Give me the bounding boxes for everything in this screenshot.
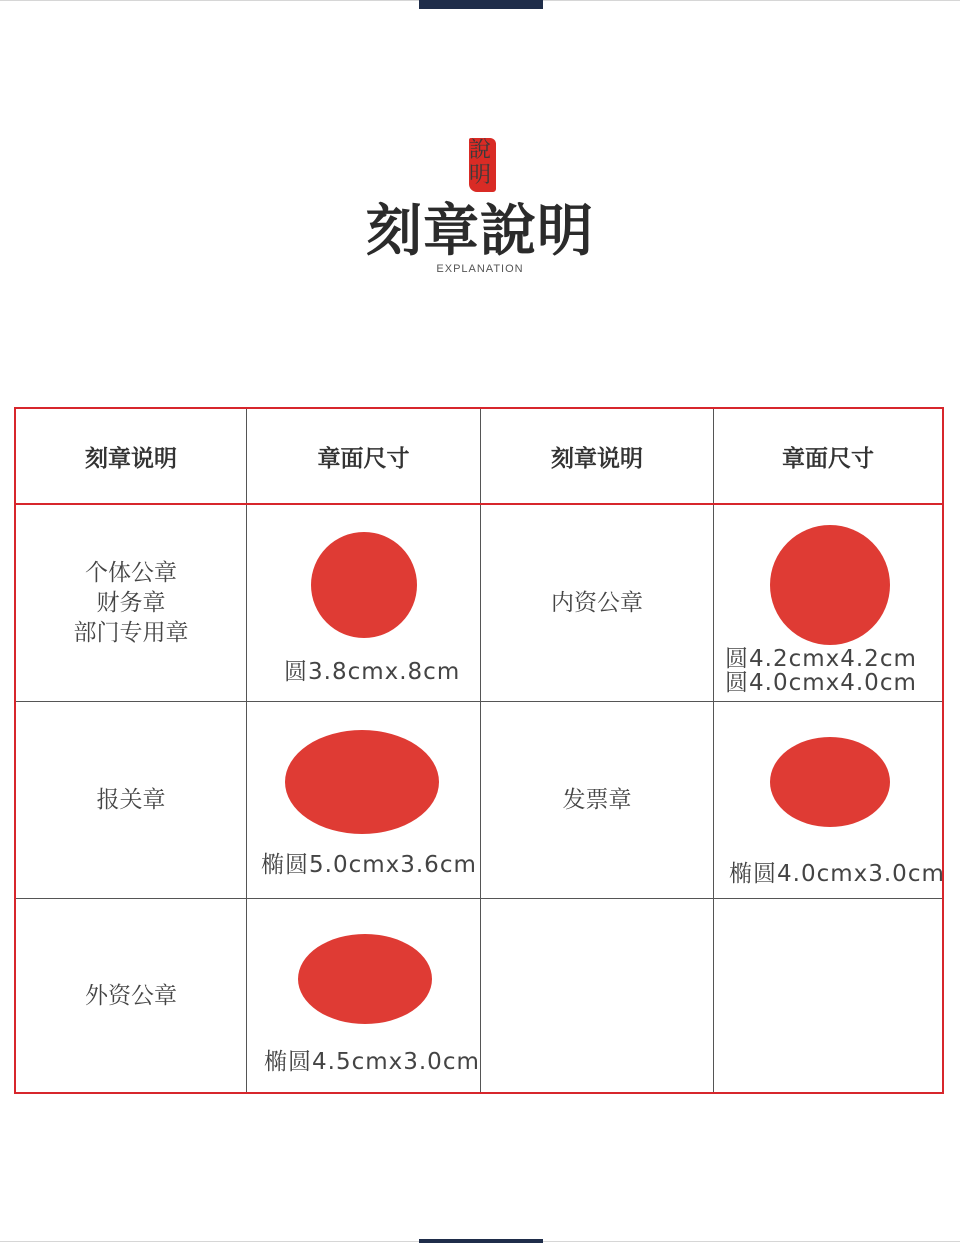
seal-size-label: 椭圆4.0cmx3.0cm	[729, 861, 945, 887]
seal-name-cell	[16, 702, 246, 898]
seal-char: 說	[468, 138, 491, 163]
ellipse-seal-shape	[770, 737, 890, 827]
header-seal-size: 章面尺寸	[317, 446, 410, 472]
header-seal-description: 刻章说明	[85, 446, 177, 472]
seal-size-label: 圆4.0cmx4.0cm	[725, 670, 917, 696]
header-seal-description: 刻章说明	[551, 446, 643, 472]
seal-name-line: 部门专用章	[73, 620, 189, 646]
ellipse-seal-shape	[298, 934, 432, 1024]
circle-seal-shape	[770, 525, 890, 645]
seal-size-label: 椭圆5.0cmx3.6cm	[261, 852, 477, 878]
header-seal-size: 章面尺寸	[782, 446, 874, 472]
seal-name-line: 外资公章	[85, 982, 177, 1009]
seal-size-label: 圆3.8cmx.8cm	[284, 659, 461, 685]
top-accent-bar	[419, 0, 543, 9]
empty-cell	[714, 899, 942, 1092]
seal-size-label: 圆4.2cmx4.2cm	[725, 646, 917, 672]
page-title: 刻章說明	[366, 198, 594, 264]
seal-name-line: 个体公章	[85, 560, 177, 586]
circle-seal-shape	[311, 532, 417, 638]
seal-spec-table	[14, 407, 944, 1094]
seal-name-cell	[481, 702, 713, 898]
seal-name-line: 报关章	[96, 787, 166, 813]
seal-name-cell	[16, 899, 246, 1092]
seal-name-line: 财务章	[96, 590, 166, 616]
seal-name-line: 内资公章	[551, 590, 643, 616]
seal-char: 明	[468, 163, 491, 188]
seal-size-label: 椭圆4.5cmx3.0cm	[264, 1049, 480, 1075]
bottom-accent-bar	[419, 1239, 543, 1243]
column-divider	[246, 409, 247, 1092]
page-subtitle: EXPLANATION	[436, 263, 524, 275]
ellipse-seal-shape	[285, 730, 439, 834]
empty-cell	[481, 899, 713, 1092]
seal-name-line: 发票章	[562, 787, 632, 813]
seal-name-cell	[481, 505, 713, 701]
seal-name-cell	[16, 505, 246, 701]
seal-characters	[467, 138, 493, 188]
